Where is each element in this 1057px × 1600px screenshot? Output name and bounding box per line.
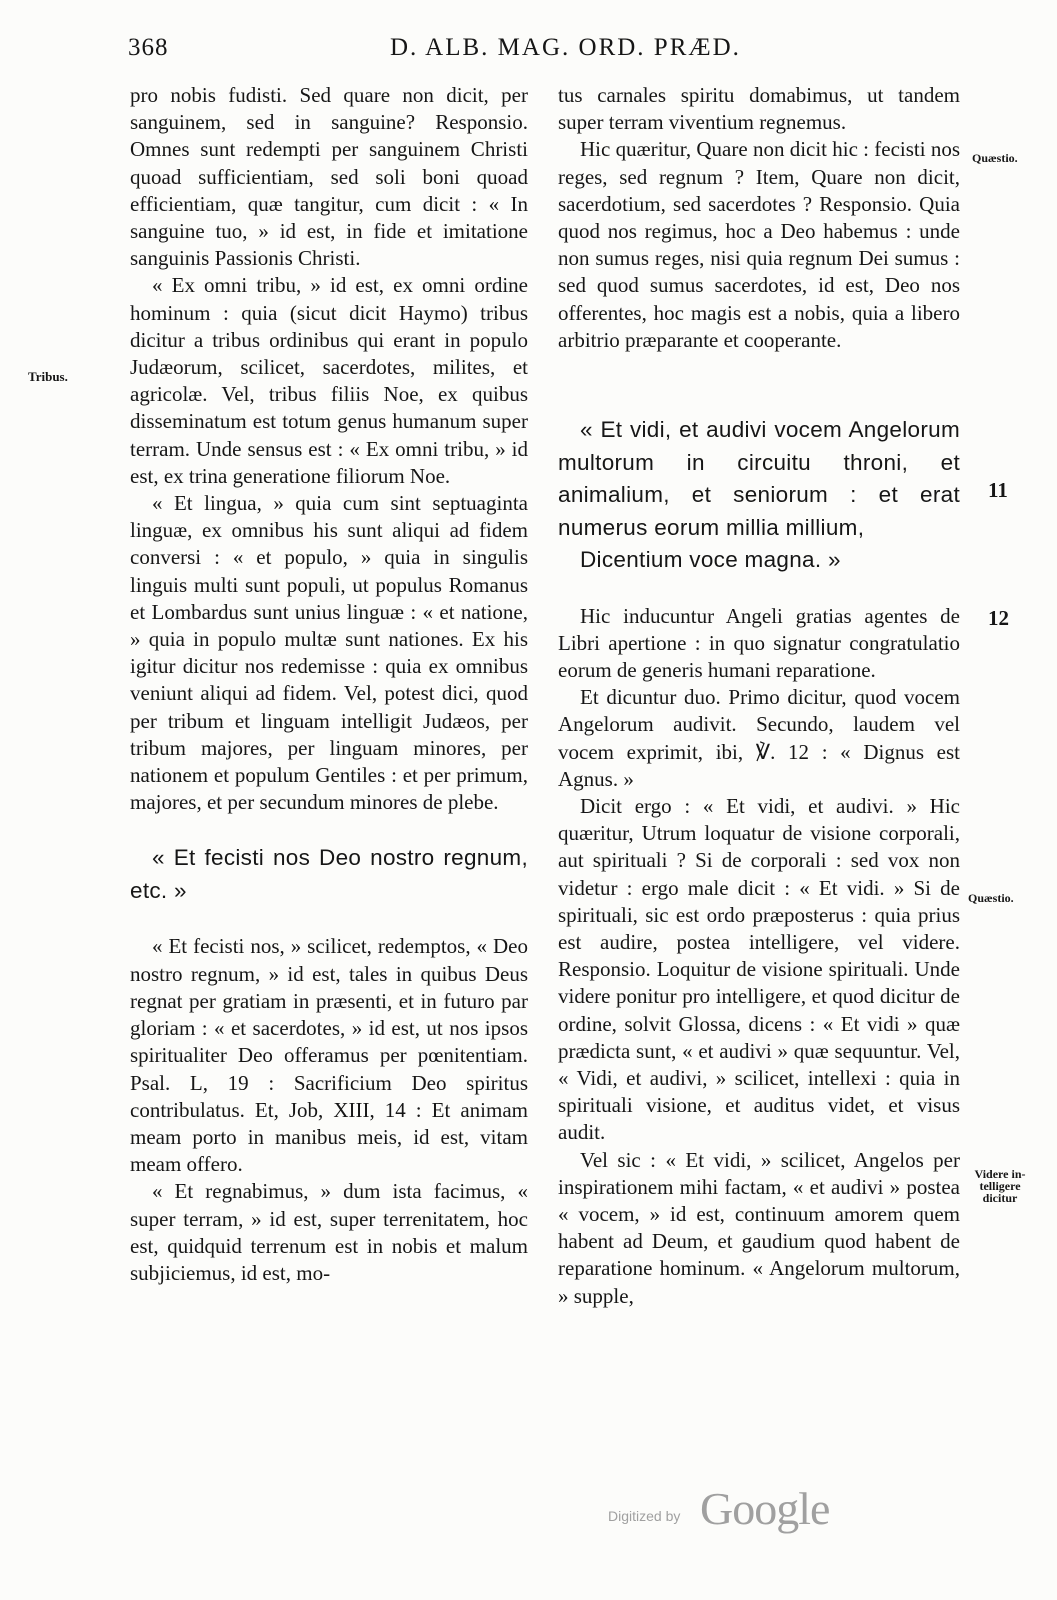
verse-number-11: 11 bbox=[988, 478, 1008, 502]
margin-note-videre bbox=[960, 1168, 1040, 1204]
margin-note-line: dicitur bbox=[982, 1191, 1018, 1205]
paragraph: « Et lingua, » quia cum sint septuaginta linguæ, ex omnibus his sunt aliqui ad fidem conversi : « et populo, » quia in singulis linguis multi sunt populi, ut populus Romanus et Lombardus sunt unius linguæ : « et natione, » quia in populo multæ sunt nationes. Ex his igitur dicitur nos redemisse : quia ex omnibus veniunt aliqui ad fidem. Vel, potest dici, quod per tribum et linguam intelligit Judæos, per tribum majores, per linguam minores, per nationem et populum Gentiles : et per primum, majores, et per secundum minores de plebe. bbox=[130, 491, 528, 815]
google-logo: Google bbox=[700, 1483, 830, 1534]
paragraph: « Et fecisti nos, » scilicet, redemptos, « Deo nostro regnum, » id est, tales in quibus Deus regnat per gratiam in præsenti, et in futuro par gloriam : « et sacerdotes, » id est, ut nos ipsos spiritualiter Deo offeramus per pœnitentiam. Psal. L, 19 : Sacrificium Deo spiritus contribulatus. Et, Job, XIII, 14 : Et animam meam porto in manibus meis, id est, vitam meam offero. bbox=[130, 934, 528, 1177]
lemma-verse: « Et fecisti nos Deo nostro regnum, etc. » bbox=[130, 845, 528, 903]
margin-note-tribus: Tribus. bbox=[28, 369, 68, 384]
paragraph: Hic inducuntur Angeli gratias agentes de Libri apertione : in quo signatur congratulatio eorum de generis humani reparatione. bbox=[558, 603, 960, 682]
margin-note-line: telligere bbox=[979, 1179, 1021, 1193]
verse-number-12: 12 bbox=[988, 606, 1009, 630]
paragraph: pro nobis fudisti. Sed quare non dicit, per sanguinem, sed in sanguine? Responsio. Omnes sunt redempti per sanguinem Christi quoad sufficientiam, sed soli boni quoad efficientiam, quæ tangitur, cum dicit : « In sanguine tuo, » id est, in fide et imitatione sanguinis Passionis Christi. bbox=[130, 83, 528, 271]
paragraph: Dicit ergo : « Et vidi, et audivi. » Hic quæritur, Utrum loquatur de visione corporali, aut spirituali ? Si de corporali : sed vox non videtur : ergo male dicit : « Et vidi. » Si de spirituali, sic est ordo præposterus : quia prius est audire, postea intelligere, vel videre. Responsio. Loquitur de visione spirituali. Unde videre ponitur pro intelligere, et quod dicitur de ordine, solvit Glossa, dicens : « Et vidi » quæ prædicta sunt, « et audivi » quæ sequuntur. Vel, « Vidi, et audivi, » scilicet, intellexi : quia in spirituali visione, et auditus videt, et visus audit. bbox=[558, 793, 960, 1145]
paragraph: Et dicuntur duo. Primo dicitur, quod vocem Angelorum audivit. Secundo, laudem vel vocem exprimit, ibi, ℣. 12 : « Dignus est Agnus. » bbox=[558, 685, 960, 791]
lemma-verse: Dicentium voce magna. » bbox=[580, 547, 841, 573]
paragraph: « Et regnabimus, » dum ista facimus, « super terram, » id est, super terrenitatem, hoc est, quidquid terrenum est in nobis et malum subjiciemus, id est, mo- bbox=[130, 1179, 528, 1285]
right-column bbox=[558, 82, 960, 1310]
margin-note-line: Videre in- bbox=[974, 1167, 1026, 1181]
lemma-verse: « Et vidi, et audivi vocem Angelorum multorum in circuitu throni, et animalium, et seniorum : et erat numerus eorum millia millium, bbox=[558, 417, 960, 540]
page-number: 368 bbox=[128, 34, 169, 61]
paragraph: Vel sic : « Et vidi, » scilicet, Angelos per inspirationem mihi factam, « et audivi » postea « vocem, » id est, continuum amorem quem habent ad Deum, et gaudium quod habent de reparatione hominum. « Angelorum multorum, » supple, bbox=[558, 1147, 960, 1308]
digitized-label: Digitized by bbox=[608, 1508, 681, 1524]
left-column bbox=[130, 82, 528, 1287]
paragraph: « Ex omni tribu, » id est, ex omni ordine hominum : quia (sicut dicit Haymo) tribus dicitur a tribus ordinibus qui erant in populo Judæorum, scilicet, sacerdotes, milites, et agricolæ. Vel, tribus filiis Noe, ex quibus disseminatum est totum genus humanum super terram. Unde sensus est : « Ex omni tribu, » id est, ex trina generatione filiorum Noe. bbox=[130, 273, 528, 488]
paragraph: Hic quæritur, Quare non dicit hic : fecisti nos reges, sed regnum ? Item, Quare non dicit, sacerdotium, sed sacerdotes ? Responsio. Quia quod nos regimus, hoc a Deo habemus : unde non sumus reges, nisi quia regnum Dei sumus : sed quod sumus sacerdotes, id est, Deo nos offerentes, hoc magis est a nobis, quia a libero arbitrio præparante et cooperante. bbox=[558, 137, 960, 352]
paragraph: tus carnales spiritu domabimus, ut tandem super terram viventium regnemus. bbox=[558, 83, 960, 135]
running-title: D. ALB. MAG. ORD. PRÆD. bbox=[390, 34, 741, 61]
margin-note-quaestio: Quæstio. bbox=[972, 151, 1018, 165]
margin-note-quaestio: Quæstio. bbox=[968, 891, 1014, 905]
running-header bbox=[128, 34, 958, 74]
